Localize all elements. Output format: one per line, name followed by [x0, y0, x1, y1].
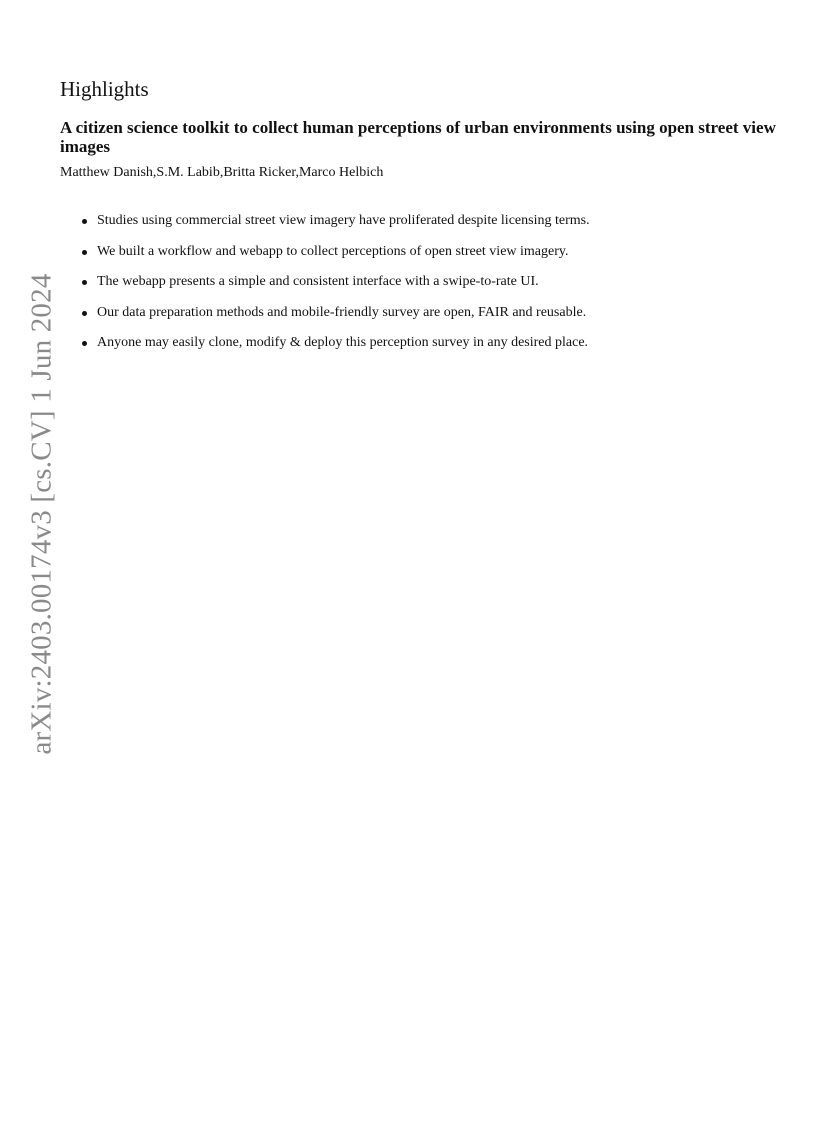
highlight-text: Our data preparation methods and mobile-friendly survey are open, FAIR and reusable. — [97, 304, 587, 320]
bullet-icon — [82, 280, 87, 285]
arxiv-identifier-stamp: arXiv:2403.00174v3 [cs.CV] 1 Jun 2024 — [25, 273, 58, 755]
highlight-item — [80, 272, 590, 292]
paper-title: A citizen science toolkit to collect human perceptions of urban environments using open street view images — [60, 118, 776, 156]
author-list: Matthew Danish,S.M. Labib,Britta Ricker,Marco Helbich — [60, 165, 384, 180]
highlight-text: Studies using commercial street view imagery have proliferated despite licensing terms. — [97, 213, 590, 228]
highlight-text: We built a workflow and webapp to collect perceptions of open street view imagery. — [97, 243, 569, 259]
highlights-list — [80, 211, 590, 364]
bullet-icon — [82, 341, 87, 346]
highlight-item — [80, 333, 590, 353]
highlight-item — [80, 242, 590, 262]
bullet-icon — [82, 311, 87, 316]
highlight-text: Anyone may easily clone, modify & deploy this perception survey in any desired place. — [97, 335, 589, 350]
bullet-icon — [82, 219, 87, 224]
highlight-text: The webapp presents a simple and consistent interface with a swipe-to-rate UI. — [97, 274, 539, 289]
bullet-icon — [82, 250, 87, 255]
highlight-item — [80, 211, 590, 231]
highlights-heading: Highlights — [60, 77, 149, 101]
highlight-item — [80, 303, 590, 323]
